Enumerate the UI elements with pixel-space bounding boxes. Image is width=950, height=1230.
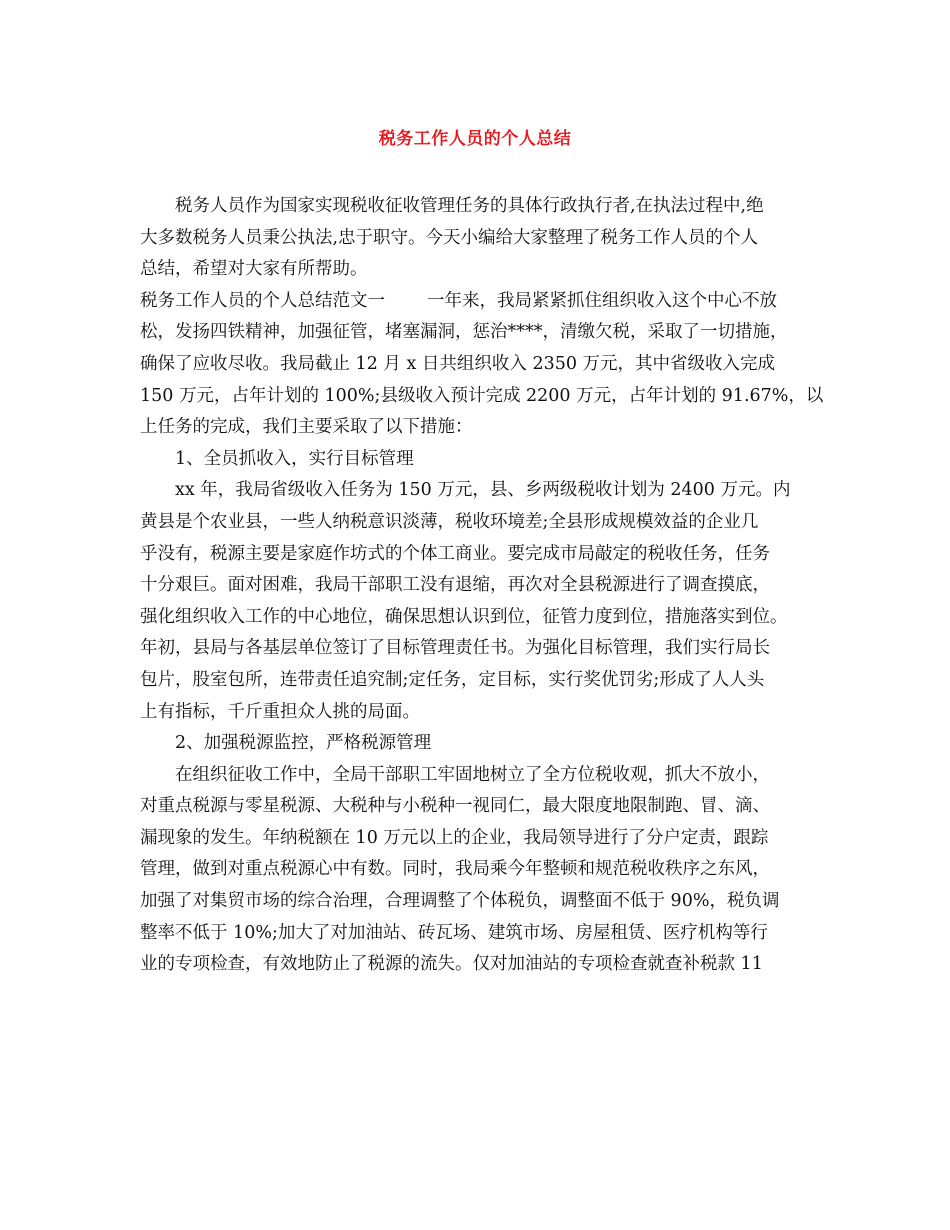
text-line: 税务人员作为国家实现税收征收管理任务的具体行政执行者,在执法过程中,绝 — [175, 196, 764, 216]
text-line: 管理，做到对重点税源心中有数。同时，我局乘今年整顿和规范税收秩序之东风， — [140, 859, 770, 880]
text-line: 年初，县局与各基层单位签订了目标管理责任书。为强化目标管理，我们实行局长 — [140, 638, 770, 659]
text-line: 乎没有，税源主要是家庭作坊式的个体工商业。要完成市局敲定的税收任务，任务 — [140, 543, 770, 564]
sample-heading: 税务工作人员的个人总结范文一 — [140, 290, 385, 311]
section-heading: 1、全员抓收入，实行目标管理 — [175, 448, 414, 469]
text-line: 总结，希望对大家有所帮助。 — [140, 259, 368, 280]
text-line: 大多数税务人员秉公执法,忠于职守。今天小编给大家整理了税务工作人员的个人 — [140, 227, 759, 248]
text-line: 整率不低于 10%;加大了对加油站、砖瓦场、建筑市场、房屋租赁、医疗机构等行 — [140, 922, 768, 943]
text-line: 上有指标，千斤重担众人挑的局面。 — [140, 701, 420, 722]
text-line: 在组织征收工作中，全局干部职工牢固地树立了全方位税收观，抓大不放小， — [175, 764, 770, 785]
document-body — [140, 191, 824, 981]
document-title: 税务工作人员的个人总结 — [378, 129, 572, 149]
text-line: xx 年，我局省级收入任务为 150 万元，县、乡两级税收计划为 2400 万元。内 — [175, 480, 791, 501]
text-line: 确保了应收尽收。我局截止 12 月 x 日共组织收入 2350 万元，其中省级收入完成 — [140, 353, 776, 374]
section-heading: 2、加强税源监控，严格税源管理 — [175, 733, 432, 754]
text-line: 加强了对集贸市场的综合治理，合理调整了个体税负，调整面不低于 90%，税负调 — [140, 891, 780, 912]
text-segment: 一年来，我局紧紧抓住组织收入这个中心不放 — [427, 290, 777, 311]
text-line: 150 万元，占年计划的 100%;县级收入预计完成 2200 万元，占年计划的 91.67%，以 — [140, 385, 824, 406]
text-line: 强化组织收入工作的中心地位，确保思想认识到位，征管力度到位，措施落实到位。 — [140, 606, 788, 627]
text-line: 对重点税源与零星税源、大税种与小税种一视同仁，最大限度地限制跑、冒、滴、 — [140, 796, 770, 817]
text-line: 十分艰巨。面对困难，我局干部职工没有退缩，再次对全县税源进行了调查摸底， — [140, 575, 770, 596]
text-line: 上任务的完成，我们主要采取了以下措施： — [140, 417, 473, 438]
text-line: 漏现象的发生。年纳税额在 10 万元以上的企业，我局领导进行了分户定责，跟踪 — [140, 827, 769, 848]
text-line: 业的专项检查，有效地防止了税源的流失。仅对加油站的专项检查就查补税款 11 — [140, 954, 763, 975]
text-line-composite — [140, 286, 824, 318]
text-line: 包片，股室包所，连带责任追究制;定任务，定目标，实行奖优罚劣;形成了人人头 — [140, 669, 765, 690]
text-line: 黄县是个农业县，一些人纳税意识淡薄，税收环境差;全县形成规模效益的企业几 — [140, 511, 759, 532]
text-line: 松，发扬四铁精神，加强征管，堵塞漏洞，惩治****，清缴欠税，采取了一切措施， — [140, 322, 788, 343]
